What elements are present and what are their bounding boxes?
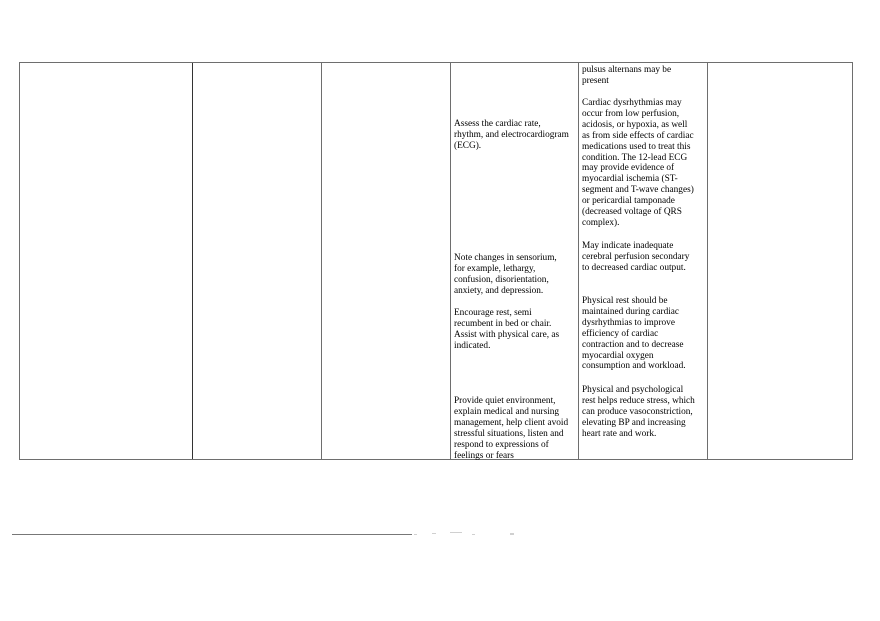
- intervention-quiet-environment: Provide quiet environment, explain medical and nursing management, help client avoid stressful situations, listen and respond to expressions of feelings or fears: [454, 396, 569, 461]
- intervention-assess-cardiac-rate: Assess the cardiac rate, rhythm, and electrocardiogram (ECG).: [454, 119, 569, 151]
- column-divider: [321, 63, 322, 459]
- care-plan-table: [19, 62, 853, 460]
- intervention-encourage-rest: Encourage rest, semi recumbent in bed or chair. Assist with physical care, as indicated.: [454, 308, 560, 351]
- column-divider: [707, 63, 708, 459]
- rationale-cerebral-perfusion: May indicate inadequate cerebral perfusion secondary to decreased cardiac output.: [582, 241, 690, 273]
- rationale-psychological-rest: Physical and psychological rest helps reduce stress, which can produce vasoconstriction, elevating BP and increasing heart rate and work.: [582, 385, 695, 439]
- footer-faint-marks: [412, 530, 532, 538]
- intervention-note-sensorium: Note changes in sensorium, for example, lethargy, confusion, disorientation, anxiety, and depression.: [454, 253, 557, 296]
- rationale-dysrhythmias: Cardiac dysrhythmias may occur from low perfusion, acidosis, or hypoxia, as well as from side effects of cardiac medications used to treat this condition. The 12-lead ECG may provide evidence of myocardial ischemia (ST- segment and T-wave changes) or pericardial tamponade (decreased voltage of QRS complex).: [582, 98, 694, 228]
- footer-rule: [12, 534, 412, 535]
- column-divider: [578, 63, 579, 459]
- rationale-pulsus-alternans: pulsus alternans may be present: [582, 65, 672, 86]
- column-divider: [192, 63, 193, 459]
- rationale-physical-rest: Physical rest should be maintained during cardiac dysrhythmias to improve efficiency of cardiac contraction and to decrease myocardial oxygen consumption and workload.: [582, 296, 686, 372]
- faint-marks-graphic: [412, 530, 532, 538]
- column-divider: [450, 63, 451, 459]
